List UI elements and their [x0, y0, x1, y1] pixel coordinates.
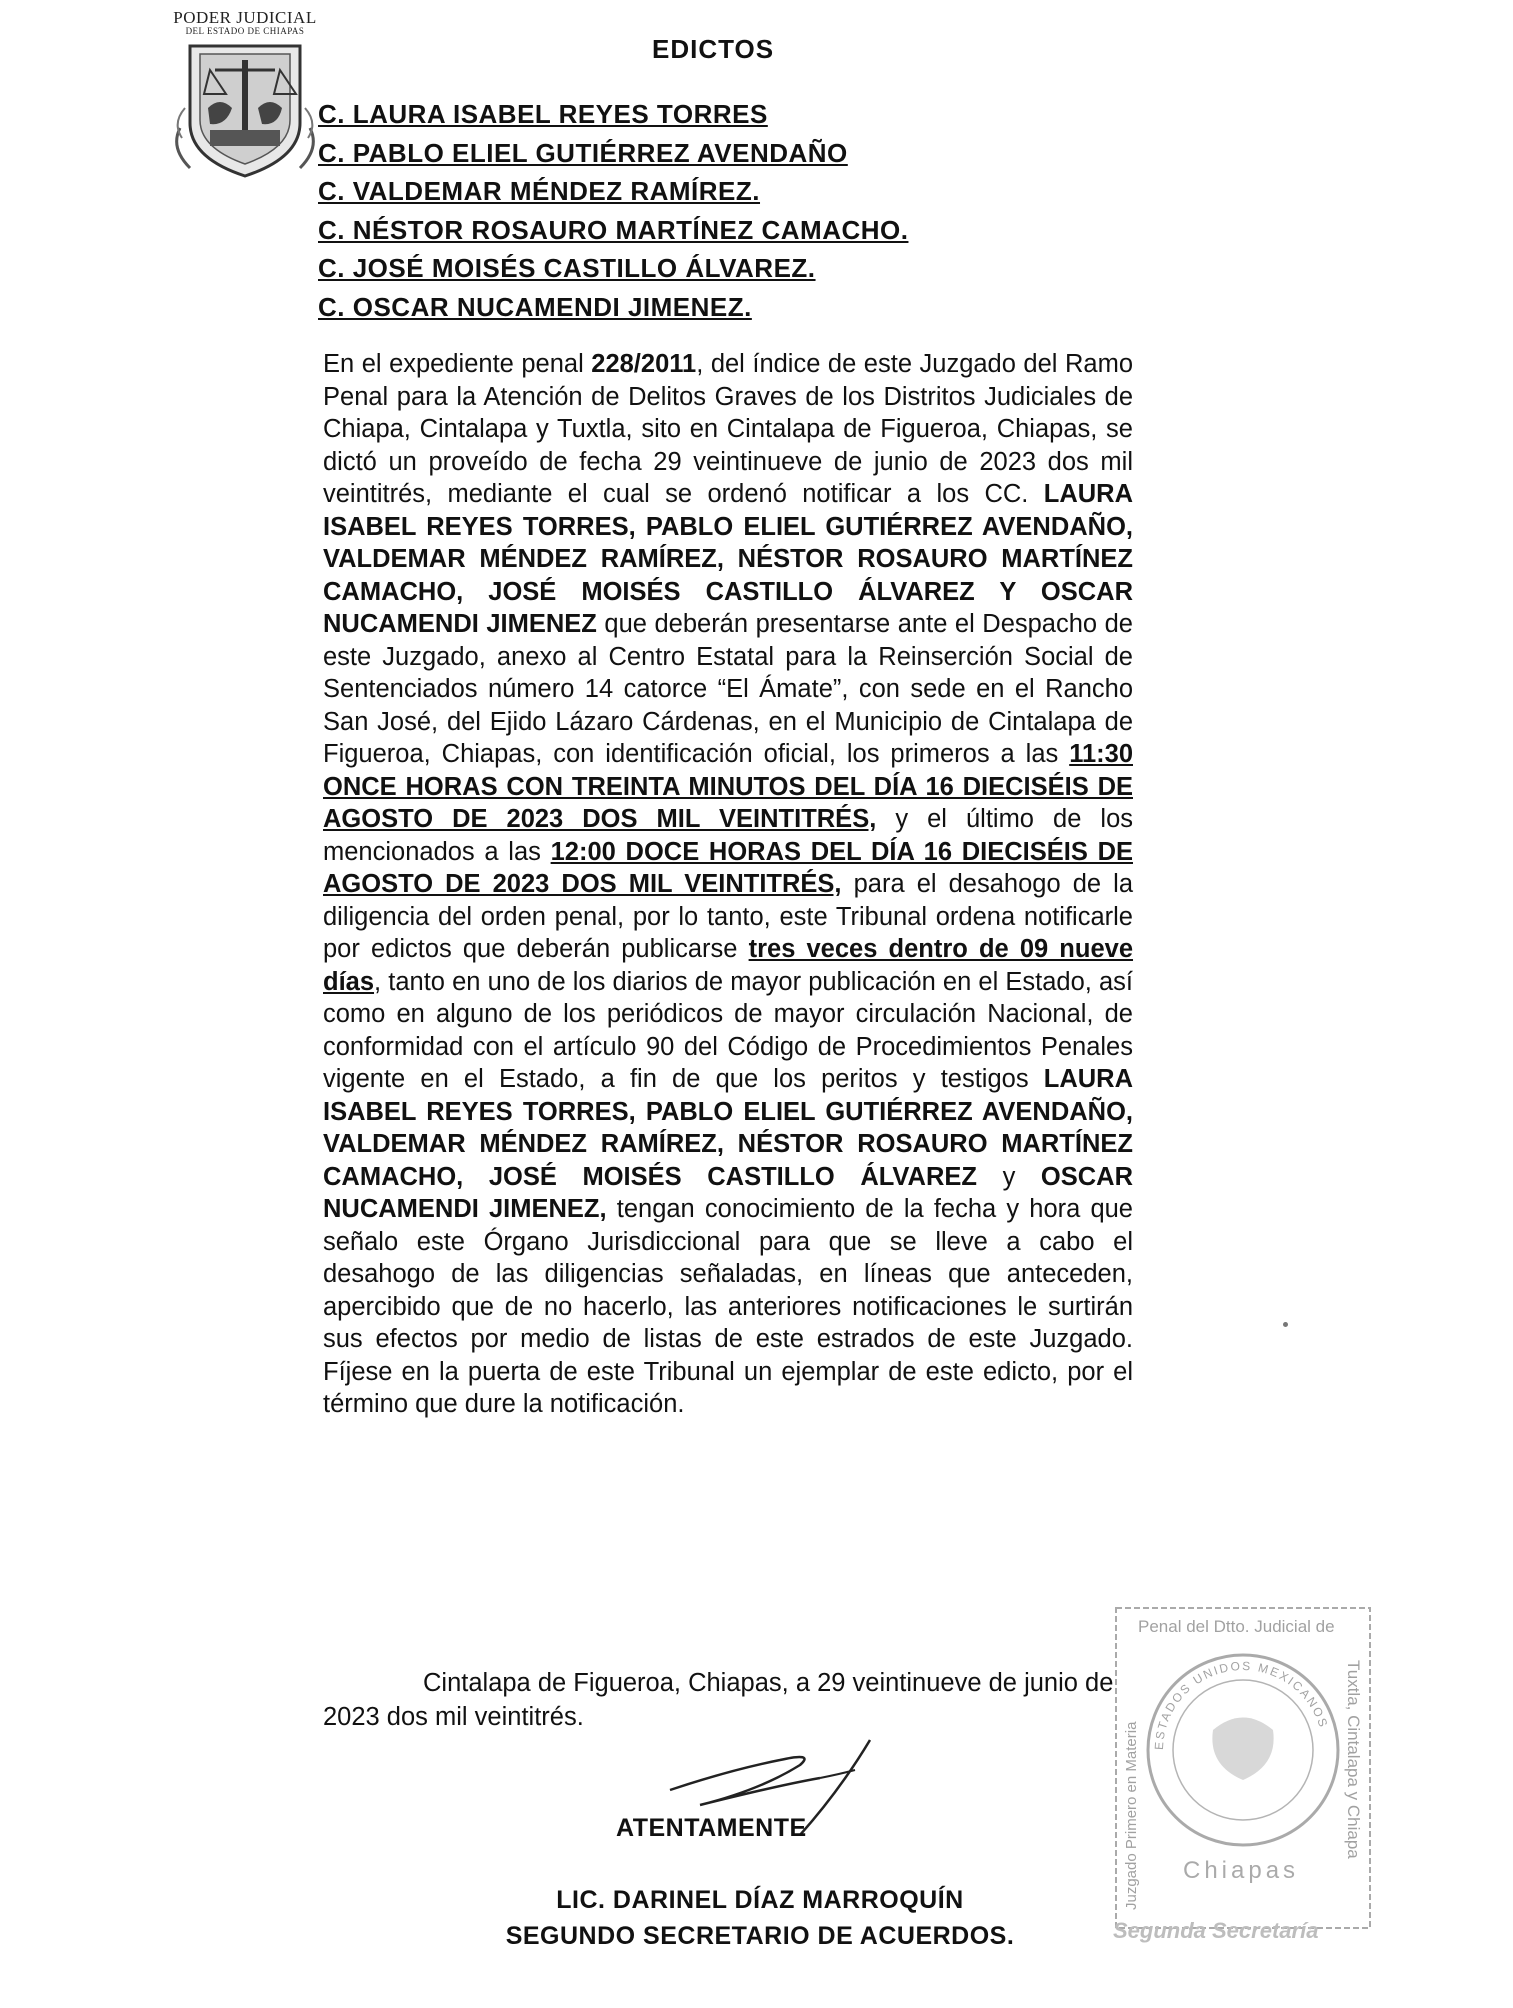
- body-text-segment: tengan conocimiento de la fecha y hora que señalo este Órgano Jurisdiccional para que se lleve a cabo el desahogo de las diligencias señaladas, en líneas que anteceden, apercibido que de no hacerlo, las anteriores notificaciones le surtirán sus efectos por medio de listas de este estrados de este Juzgado. Fíjese en la puerta de este Tribunal un ejemplar de este edicto, por el término que dure la notificación.: [323, 1195, 1133, 1418]
- signer-title: SEGUNDO SECRETARIO DE ACUERDOS.: [505, 1922, 1015, 1950]
- place-and-date: [323, 1666, 1143, 1734]
- addressee-list: [318, 95, 908, 326]
- case-number: 228/2011: [591, 350, 697, 378]
- stamp-ring-text: ESTADOS UNIDOS MEXICANOS: [1151, 1658, 1331, 1751]
- body-text-segment: para el desahogo de la diligencia del orden penal, por lo tanto, este Tribunal ordena notificarle por edictos que deberán publicarse: [323, 870, 1134, 963]
- addressee-item: C. LAURA ISABEL REYES TORRES: [318, 99, 768, 129]
- stamp-top-text: Penal del Dtto. Judicial de: [1138, 1617, 1335, 1636]
- witness-names: LAURA ISABEL REYES TORRES, PABLO ELIEL GUTIÉRREZ AVENDAÑO, VALDEMAR MÉNDEZ RAMÍREZ, NÉSTOR ROSAURO MARTÍNEZ CAMACHO, JOSÉ MOISÉS CASTILLO ÁLVAREZ: [323, 1065, 1133, 1191]
- addressee-item: C. OSCAR NUCAMENDI JIMENEZ.: [318, 291, 752, 322]
- body-text-segment: En el expediente penal: [323, 350, 592, 378]
- body-text-segment: y el último de los mencionados a las: [323, 805, 1133, 866]
- stamp-left-text: Juzgado Primero en Materia: [1123, 1721, 1140, 1910]
- addressee-item: C. VALDEMAR MÉNDEZ RAMÍREZ.: [318, 176, 761, 206]
- institution-line2: DEL ESTADO DE CHIAPAS: [185, 26, 305, 36]
- stamp-right-text: Tuxtla, Cintalapa y Chiapa: [1344, 1660, 1363, 1859]
- signer-name: LIC. DARINEL DÍAZ MARROQUÍN: [556, 1886, 964, 1914]
- body-text-segment: , del índice de este Juzgado del Ramo Penal para la Atención de Delitos Graves de los Distritos Judiciales de Chiapa, Cintalapa y Tuxtla, sito en Cintalapa de Figueroa, Chiapas, se dictó un proveído de fecha 29 veintinueve de junio de 2023 dos mil veintitrés, mediante el cual se ordenó notificar a los CC.: [323, 350, 1133, 508]
- sign-off: ATENTAMENTE: [616, 1814, 807, 1842]
- official-seal-stamp: [1108, 1600, 1378, 1945]
- addressee-item: C. JOSÉ MOISÉS CASTILLO ÁLVAREZ.: [318, 253, 816, 283]
- document-title: EDICTOS: [652, 34, 775, 64]
- body-text-segment: y: [976, 1162, 1041, 1191]
- addressee-item: C. PABLO ELIEL GUTIÉRREZ AVENDAÑO: [318, 137, 848, 168]
- stamp-bottom-text: Segunda Secretaría: [1113, 1918, 1319, 1943]
- body-text-segment: , tanto en uno de los diarios de mayor publicación en el Estado, así como en alguno de los periódicos de mayor circulación Nacional, de conformidad con el artículo 90 del Código de Procedimientos Penales vigente en el Estado, a fin de que los peritos y testigos: [323, 967, 1133, 1093]
- addressee-item: C. NÉSTOR ROSAURO MARTÍNEZ CAMACHO.: [318, 214, 909, 245]
- scan-speck: [1283, 1322, 1288, 1327]
- body-text-segment: que deberán presentarse ante el Despacho de este Juzgado, anexo al Centro Estatal para la Reinserción Social de Sentenciados número 14 catorce “El Ámate”, con sede en el Rancho San José, del Ejido Lázaro Cárdenas, en el Municipio de Cintalapa de Figueroa, Chiapas, con identificación oficial, los primeros a las: [323, 610, 1133, 768]
- signer-block: [400, 1882, 1120, 1954]
- institution-line1: PODER JUDICIAL: [173, 8, 317, 27]
- first-appointment-time: 11:30 ONCE HORAS CON TREINTA MINUTOS DEL DÍA 16 DIECISÉIS DE AGOSTO DE 2023 DOS MIL VEINTITRÉS,: [323, 740, 1133, 833]
- edict-body: [323, 348, 1133, 1421]
- witness-names-last: OSCAR NUCAMENDI JIMENEZ,: [323, 1162, 1134, 1223]
- place-date-text: Cintalapa de Figueroa, Chiapas, a 29 veintinueve de junio de 2023 dos mil veintitrés.: [323, 1669, 1114, 1731]
- summoned-names: LAURA ISABEL REYES TORRES, PABLO ELIEL GUTIÉRREZ AVENDAÑO, VALDEMAR MÉNDEZ RAMÍREZ, NÉSTOR ROSAURO MARTÍNEZ CAMACHO, JOSÉ MOISÉS CASTILLO ÁLVAREZ Y OSCAR NUCAMENDI JIMENEZ: [323, 480, 1133, 638]
- publication-frequency: tres veces dentro de 09 nueve días: [323, 935, 1134, 996]
- coat-of-arms-logo: [160, 8, 330, 183]
- stamp-center-text: Chiapas: [1183, 1857, 1300, 1884]
- second-appointment-time: 12:00 DOCE HORAS DEL DÍA 16 DIECISÉIS DE AGOSTO DE 2023 DOS MIL VEINTITRÉS,: [323, 837, 1133, 898]
